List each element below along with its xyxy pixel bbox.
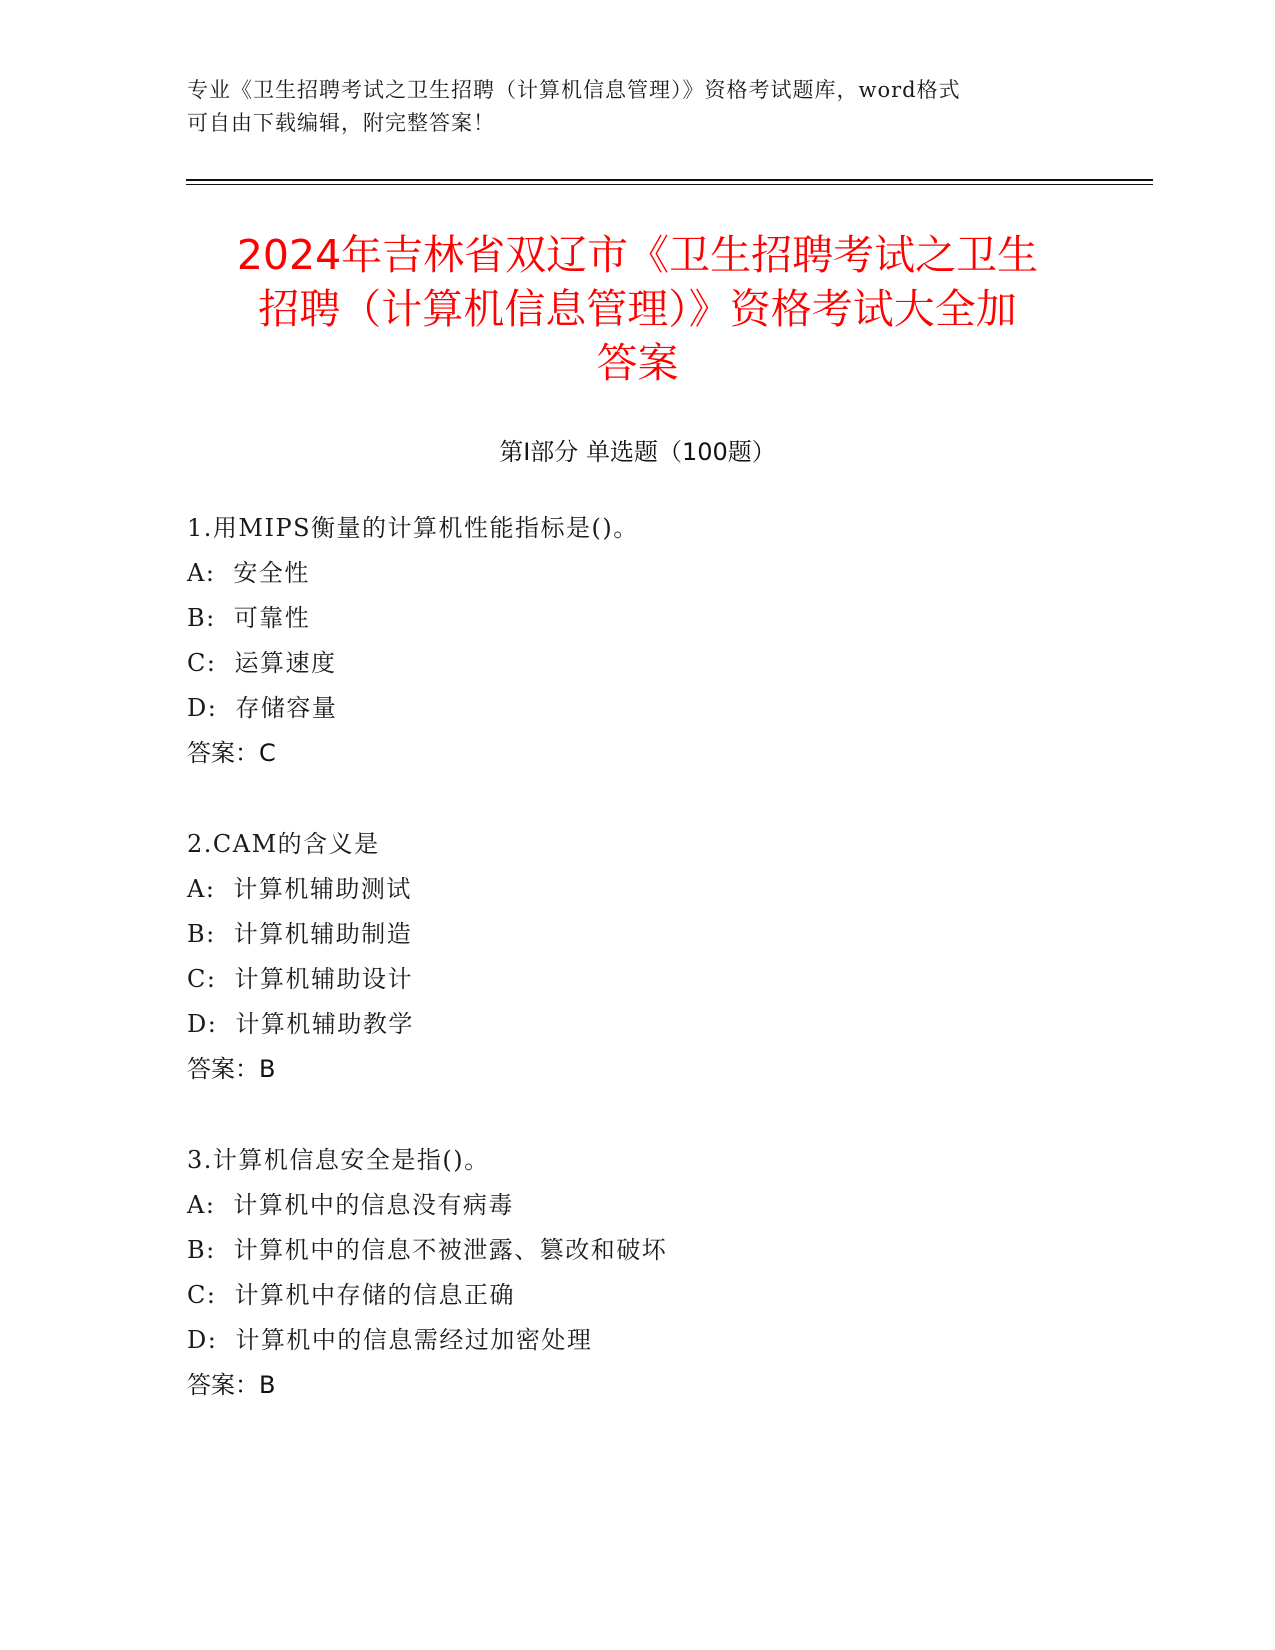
title-line-1: 2024年吉林省双辽市《卫生招聘考试之卫生 [236, 231, 1039, 279]
option-text: 计算机辅助教学 [235, 1010, 414, 1038]
option-a [187, 551, 1087, 596]
answer-line: 答案：C [187, 739, 276, 767]
option-letter: B: [187, 604, 216, 632]
option-letter: C: [187, 965, 217, 993]
intro-line-2: 可自由下载编辑，附完整答案！ [187, 111, 495, 135]
option-text: 运算速度 [234, 649, 337, 677]
option-text: 安全性 [233, 559, 310, 587]
option-letter: D: [187, 1010, 218, 1038]
option-letter: B: [187, 920, 216, 948]
option-text: 可靠性 [233, 604, 311, 632]
option-text: 计算机中的信息不被泄露、篡改和破坏 [233, 1236, 668, 1264]
section-heading: 第Ⅰ部分 单选题（100题） [499, 438, 776, 466]
header-rule-thin [186, 184, 1153, 185]
option-letter: B: [187, 1236, 216, 1264]
question-stem: 2.CAM的含义是 [187, 830, 380, 858]
option-letter: A: [187, 559, 216, 587]
option-text: 计算机辅助设计 [234, 965, 413, 993]
option-a [187, 867, 1087, 912]
option-text: 计算机中存储的信息正确 [234, 1281, 515, 1309]
option-text: 计算机辅助制造 [233, 920, 413, 948]
option-b [187, 1228, 1087, 1273]
answer-line: 答案：B [187, 1371, 276, 1399]
option-b [187, 596, 1087, 641]
option-text: 存储容量 [235, 694, 338, 722]
option-b [187, 912, 1087, 957]
option-text: 计算机辅助测试 [233, 875, 412, 903]
option-letter: D: [187, 694, 218, 722]
option-letter: A: [187, 875, 216, 903]
option-a [187, 1183, 1087, 1228]
option-letter: D: [187, 1326, 218, 1354]
answer-line: 答案：B [187, 1055, 276, 1083]
option-d [187, 1002, 1087, 1047]
question-stem: 3.计算机信息安全是指()。 [187, 1146, 490, 1174]
question-stem: 1.用MIPS衡量的计算机性能指标是()。 [187, 514, 639, 542]
option-d [187, 686, 1087, 731]
option-letter: C: [187, 1281, 217, 1309]
option-letter: A: [187, 1191, 216, 1219]
option-c [187, 1273, 1087, 1318]
intro-line-1: 专业《卫生招聘考试之卫生招聘（计算机信息管理）》资格考试题库，word格式 [187, 78, 961, 102]
document-title [140, 228, 1135, 390]
option-d [187, 1318, 1087, 1363]
question-2 [187, 822, 1087, 1092]
option-text: 计算机中的信息需经过加密处理 [235, 1326, 593, 1354]
intro-text [187, 74, 1067, 140]
title-line-2: 招聘（计算机信息管理）》资格考试大全加 [258, 285, 1017, 333]
option-letter: C: [187, 649, 217, 677]
header-rule-thick [186, 179, 1153, 181]
question-3 [187, 1138, 1087, 1408]
question-1 [187, 506, 1087, 776]
option-text: 计算机中的信息没有病毒 [233, 1191, 514, 1219]
title-line-3: 答案 [596, 339, 679, 387]
option-c [187, 641, 1087, 686]
option-c [187, 957, 1087, 1002]
